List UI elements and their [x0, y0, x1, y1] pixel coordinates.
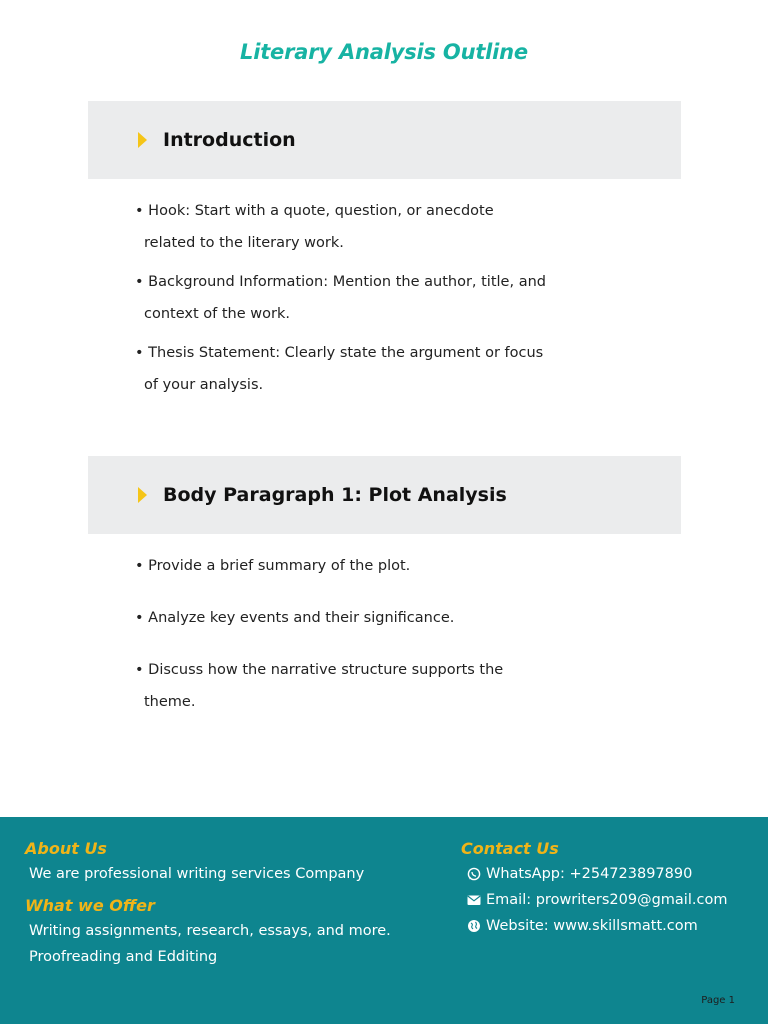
section-header-plot-analysis [88, 456, 681, 534]
envelope-icon [467, 893, 481, 907]
whatsapp-icon [467, 867, 481, 881]
list-item: • Discuss how the narrative structure supports the theme. [128, 654, 548, 718]
list-item: • Analyze key events and their significance. [128, 602, 548, 634]
triangle-right-icon [138, 132, 147, 148]
contact-website[interactable] [467, 918, 698, 934]
list-item: • Provide a brief summary of the plot. [128, 550, 548, 582]
list-item: • Hook: Start with a quote, question, or anecdote related to the literary work. [128, 195, 548, 259]
introduction-list [128, 195, 548, 408]
contact-email[interactable] [467, 892, 727, 908]
offer-line: Proofreading and Edditing [29, 949, 218, 965]
page-number: Page 1 [701, 995, 735, 1006]
contact-whatsapp[interactable] [467, 866, 692, 882]
triangle-right-icon [138, 487, 147, 503]
website-text: Website: www.skillsmatt.com [486, 918, 698, 934]
footer [0, 817, 768, 1024]
offer-line: Writing assignments, research, essays, and more. [29, 923, 391, 939]
section-heading: Body Paragraph 1: Plot Analysis [163, 484, 507, 506]
about-text: We are professional writing services Company [29, 866, 365, 882]
page-title: Literary Analysis Outline [240, 40, 528, 64]
list-item: • Background Information: Mention the author, title, and context of the work. [128, 266, 548, 330]
email-text: Email: prowriters209@gmail.com [486, 892, 728, 908]
whatsapp-text: WhatsApp: +254723897890 [486, 866, 693, 882]
plot-analysis-list [128, 550, 548, 738]
contact-title: Contact Us [461, 839, 559, 858]
section-heading: Introduction [163, 129, 296, 151]
offer-title: What we Offer [25, 896, 155, 915]
about-title: About Us [25, 839, 107, 858]
list-item: • Thesis Statement: Clearly state the argument or focus of your analysis. [128, 337, 548, 401]
globe-icon [467, 919, 481, 933]
section-header-introduction [88, 101, 681, 179]
